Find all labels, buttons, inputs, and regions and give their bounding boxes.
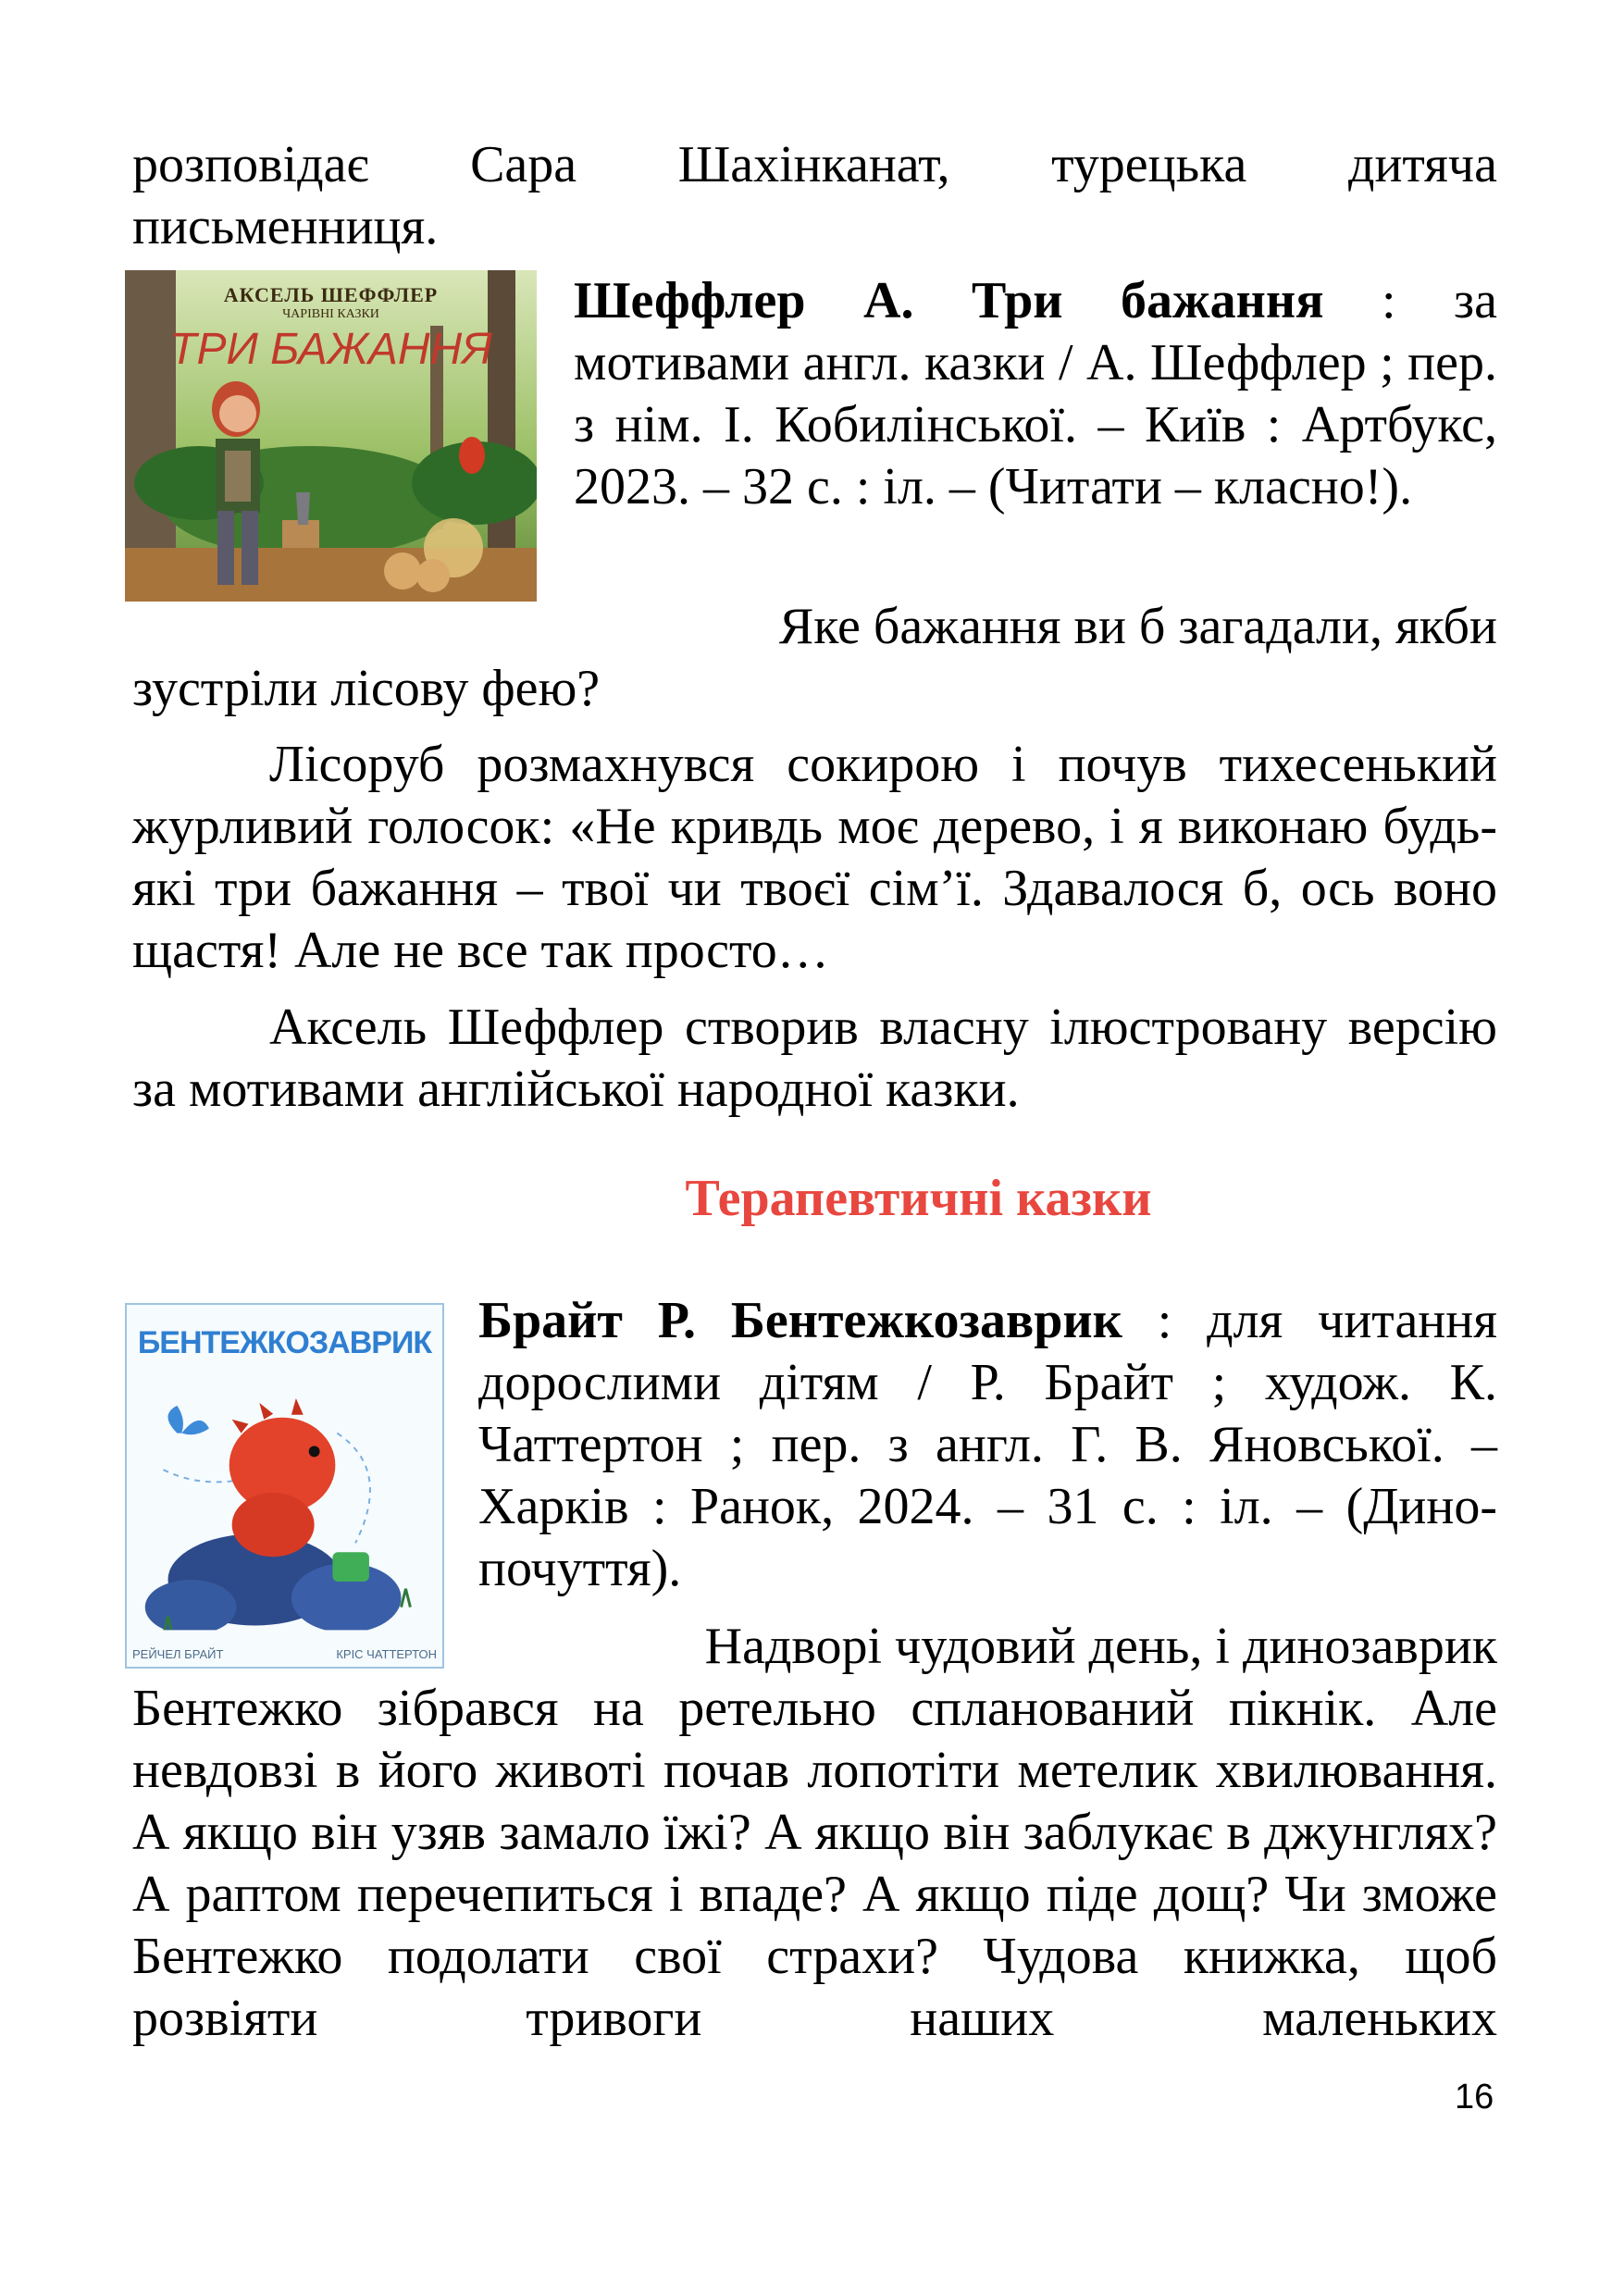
book2-description-part2: Бентежко зібрався на ретельно спланований пікнік. Але невдовзі в його животі почав лопотіти метелик хвилювання. А якщо він узяв замало їжі? А якщо він заблукає в джунглях? А раптом перечепиться і впаде? А якщо піде дощ? Чи зможе Бентежко подолати свої страхи? Чудова книжка, щоб розвіяти тривоги наших маленьких — [132, 1680, 1497, 2047]
intro-word: Шахінканат, — [677, 136, 950, 193]
intro-word: розповідає — [132, 136, 369, 193]
intro-word: Сара — [470, 136, 577, 193]
book2-citation-details: : для читання дорослими дітям / Р. Брайт ; худож. К. Чаттертон ; пер. з англ. Г. В. Яновської. – Харків : Ранок, 2024. – 31 с. : іл. – (Дино-почуття). — [478, 1292, 1497, 1597]
intro-line-1 — [132, 134, 1497, 196]
cover-illustrator: КРІС ЧАТТЕРТОН — [336, 1647, 437, 1661]
book1-citation — [574, 270, 1497, 518]
book-cover-tri-bazhannia — [125, 270, 537, 602]
book2-citation — [478, 1290, 1497, 1600]
book1-paragraph-2: Аксель Шеффлер створив власну ілюстровану версію за мотивами англійської народної казки. — [132, 999, 1497, 1118]
section-heading: Терапевтичні казки — [685, 1170, 1152, 1227]
cover-title: БЕНТЕЖКОЗАВРИК — [137, 1325, 432, 1360]
cover-title: ТРИ БАЖАННЯ — [169, 325, 492, 374]
intro-word: турецька — [1051, 136, 1247, 193]
cover-series: ЧАРІВНІ КАЗКИ — [282, 307, 379, 321]
book1-paragraph-1: Лісоруб розмахнувся сокирою і почув тихесенький журливий голосок: «Не кривдь моє дерево, і я виконаю будь-які три бажання – твої чи твоєї сім’ї. Здавалося б, ось воно щастя! Але не все так просто… — [132, 736, 1497, 979]
book2-citation-title: Брайт Р. Бентежкозаврик — [478, 1292, 1122, 1349]
book1-question-part2: зустріли лісову фею? — [132, 660, 601, 717]
book-cover-bentezhkozavryk — [125, 1303, 444, 1669]
cover-author: АКСЕЛЬ ШЕФФЛЕР — [223, 283, 439, 306]
book2-description-part1: Надворі чудовий день, і динозаврик — [704, 1618, 1497, 1675]
book1-citation-title: Шеффлер А. Три бажання — [574, 272, 1324, 329]
intro-word: дитяча — [1347, 136, 1497, 193]
book1-question-part1: Яке бажання ви б загадали, якби — [778, 598, 1497, 655]
page-number: 16 — [1455, 2078, 1494, 2116]
book1-citation-details: : за мотивами англ. казки / А. Шеффлер ; пер. з нім. І. Кобилінської. – Київ : Артбукс, 2023. – 32 с. : іл. – (Читати – класно!). — [574, 272, 1497, 515]
intro-line-2: письменниця. — [132, 198, 439, 255]
cover-author: РЕЙЧЕЛ БРАЙТ — [132, 1647, 224, 1661]
